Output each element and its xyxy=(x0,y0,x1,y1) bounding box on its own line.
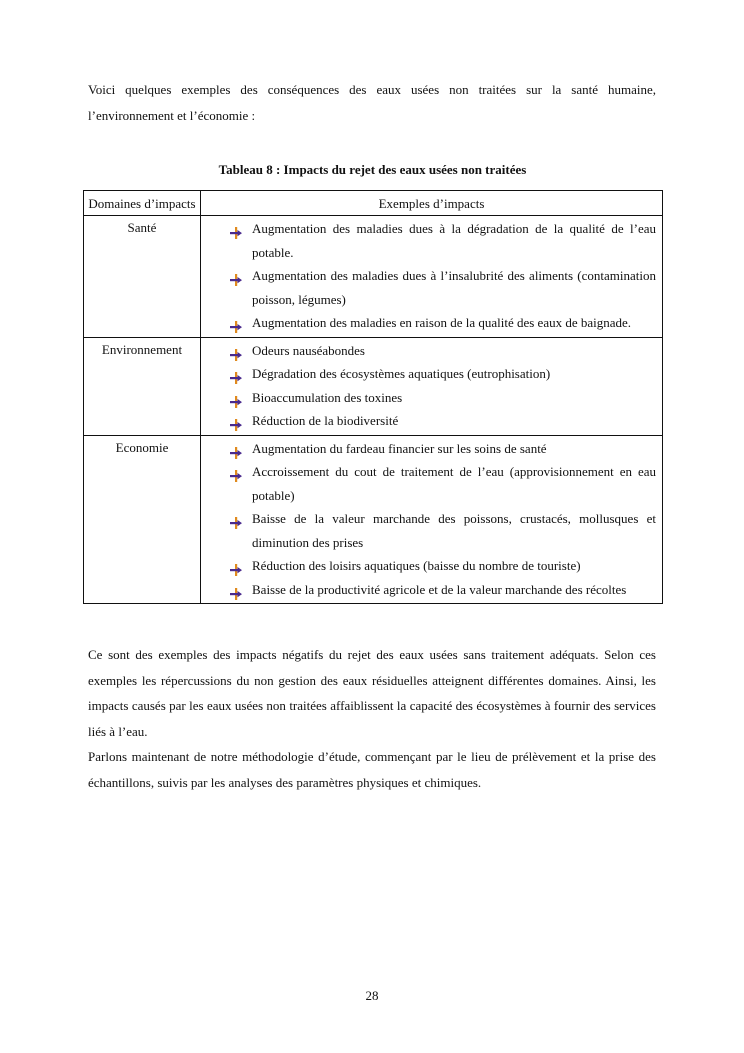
list-item: Réduction de la biodiversité xyxy=(230,409,656,433)
arrow-bullet-icon xyxy=(230,392,242,404)
row-domain-economie: Economie xyxy=(84,435,201,604)
impacts-table xyxy=(83,190,663,604)
table-header-row xyxy=(84,191,663,216)
table-row xyxy=(84,435,663,604)
list-item: Baisse de la valeur marchande des poissons, crustacés, mollusques et diminution des prises xyxy=(230,507,656,554)
list-item: Augmentation du fardeau financier sur les soins de santé xyxy=(230,437,656,461)
row-examples-cell xyxy=(201,216,663,338)
arrow-bullet-icon xyxy=(230,466,242,478)
arrow-bullet-icon xyxy=(230,270,242,282)
methodology-paragraph: Parlons maintenant de notre méthodologie d’étude, commençant par le lieu de prélèvement et la prise des échantillons, suivis par les analyses des paramètres physiques et chimiques. xyxy=(88,749,656,790)
list-item: Dégradation des écosystèmes aquatiques (eutrophisation) xyxy=(230,362,656,386)
row-domain-sante: Santé xyxy=(84,216,201,338)
row-domain-environnement: Environnement xyxy=(84,337,201,435)
arrow-bullet-icon xyxy=(230,560,242,572)
conclusion-text xyxy=(88,642,656,795)
arrow-bullet-icon xyxy=(230,368,242,380)
arrow-bullet-icon xyxy=(230,513,242,525)
list-item: Odeurs nauséabondes xyxy=(230,339,656,363)
arrow-bullet-icon xyxy=(230,317,242,329)
conclusion-paragraph: Ce sont des exemples des impacts négatifs du rejet des eaux usées sans traitement adéquats. Selon ces exemples les répercussions du non gestion des eaux résiduelles atteignent différentes domaines. Ainsi, les impacts causés par les eaux usées non traitées affaiblissent la capacité des écosystèmes à fournir des services liés à l’eau. xyxy=(88,647,656,739)
arrow-bullet-icon xyxy=(230,584,242,596)
list-item: Réduction des loisirs aquatiques (baisse du nombre de touriste) xyxy=(230,554,656,578)
impacts-list xyxy=(201,436,662,604)
list-item: Augmentation des maladies en raison de la qualité des eaux de baignade. xyxy=(230,311,656,335)
list-item: Augmentation des maladies dues à la dégradation de la qualité de l’eau potable. xyxy=(230,217,656,264)
list-item: Baisse de la productivité agricole et de la valeur marchande des récoltes xyxy=(230,578,656,602)
page-number: 28 xyxy=(365,988,379,1003)
impacts-list xyxy=(201,216,662,337)
list-item: Accroissement du cout de traitement de l’eau (approvisionnement en eau potable) xyxy=(230,460,656,507)
list-item: Bioaccumulation des toxines xyxy=(230,386,656,410)
table-row xyxy=(84,337,663,435)
table-row xyxy=(84,216,663,338)
row-examples-cell xyxy=(201,435,663,604)
table-caption: Tableau 8 : Impacts du rejet des eaux usées non traitées xyxy=(218,162,527,177)
arrow-bullet-icon xyxy=(230,443,242,455)
row-examples-cell xyxy=(201,337,663,435)
intro-paragraph: Voici quelques exemples des conséquences des eaux usées non traitées sur la santé humaine, l’environnement et l’économie : xyxy=(88,82,656,123)
list-item: Augmentation des maladies dues à l’insalubrité des aliments (contamination poisson, légumes) xyxy=(230,264,656,311)
header-examples: Exemples d’impacts xyxy=(201,191,663,216)
impacts-list xyxy=(201,338,662,435)
arrow-bullet-icon xyxy=(230,223,242,235)
arrow-bullet-icon xyxy=(230,345,242,357)
header-domains: Domaines d’impacts xyxy=(84,191,201,216)
arrow-bullet-icon xyxy=(230,415,242,427)
